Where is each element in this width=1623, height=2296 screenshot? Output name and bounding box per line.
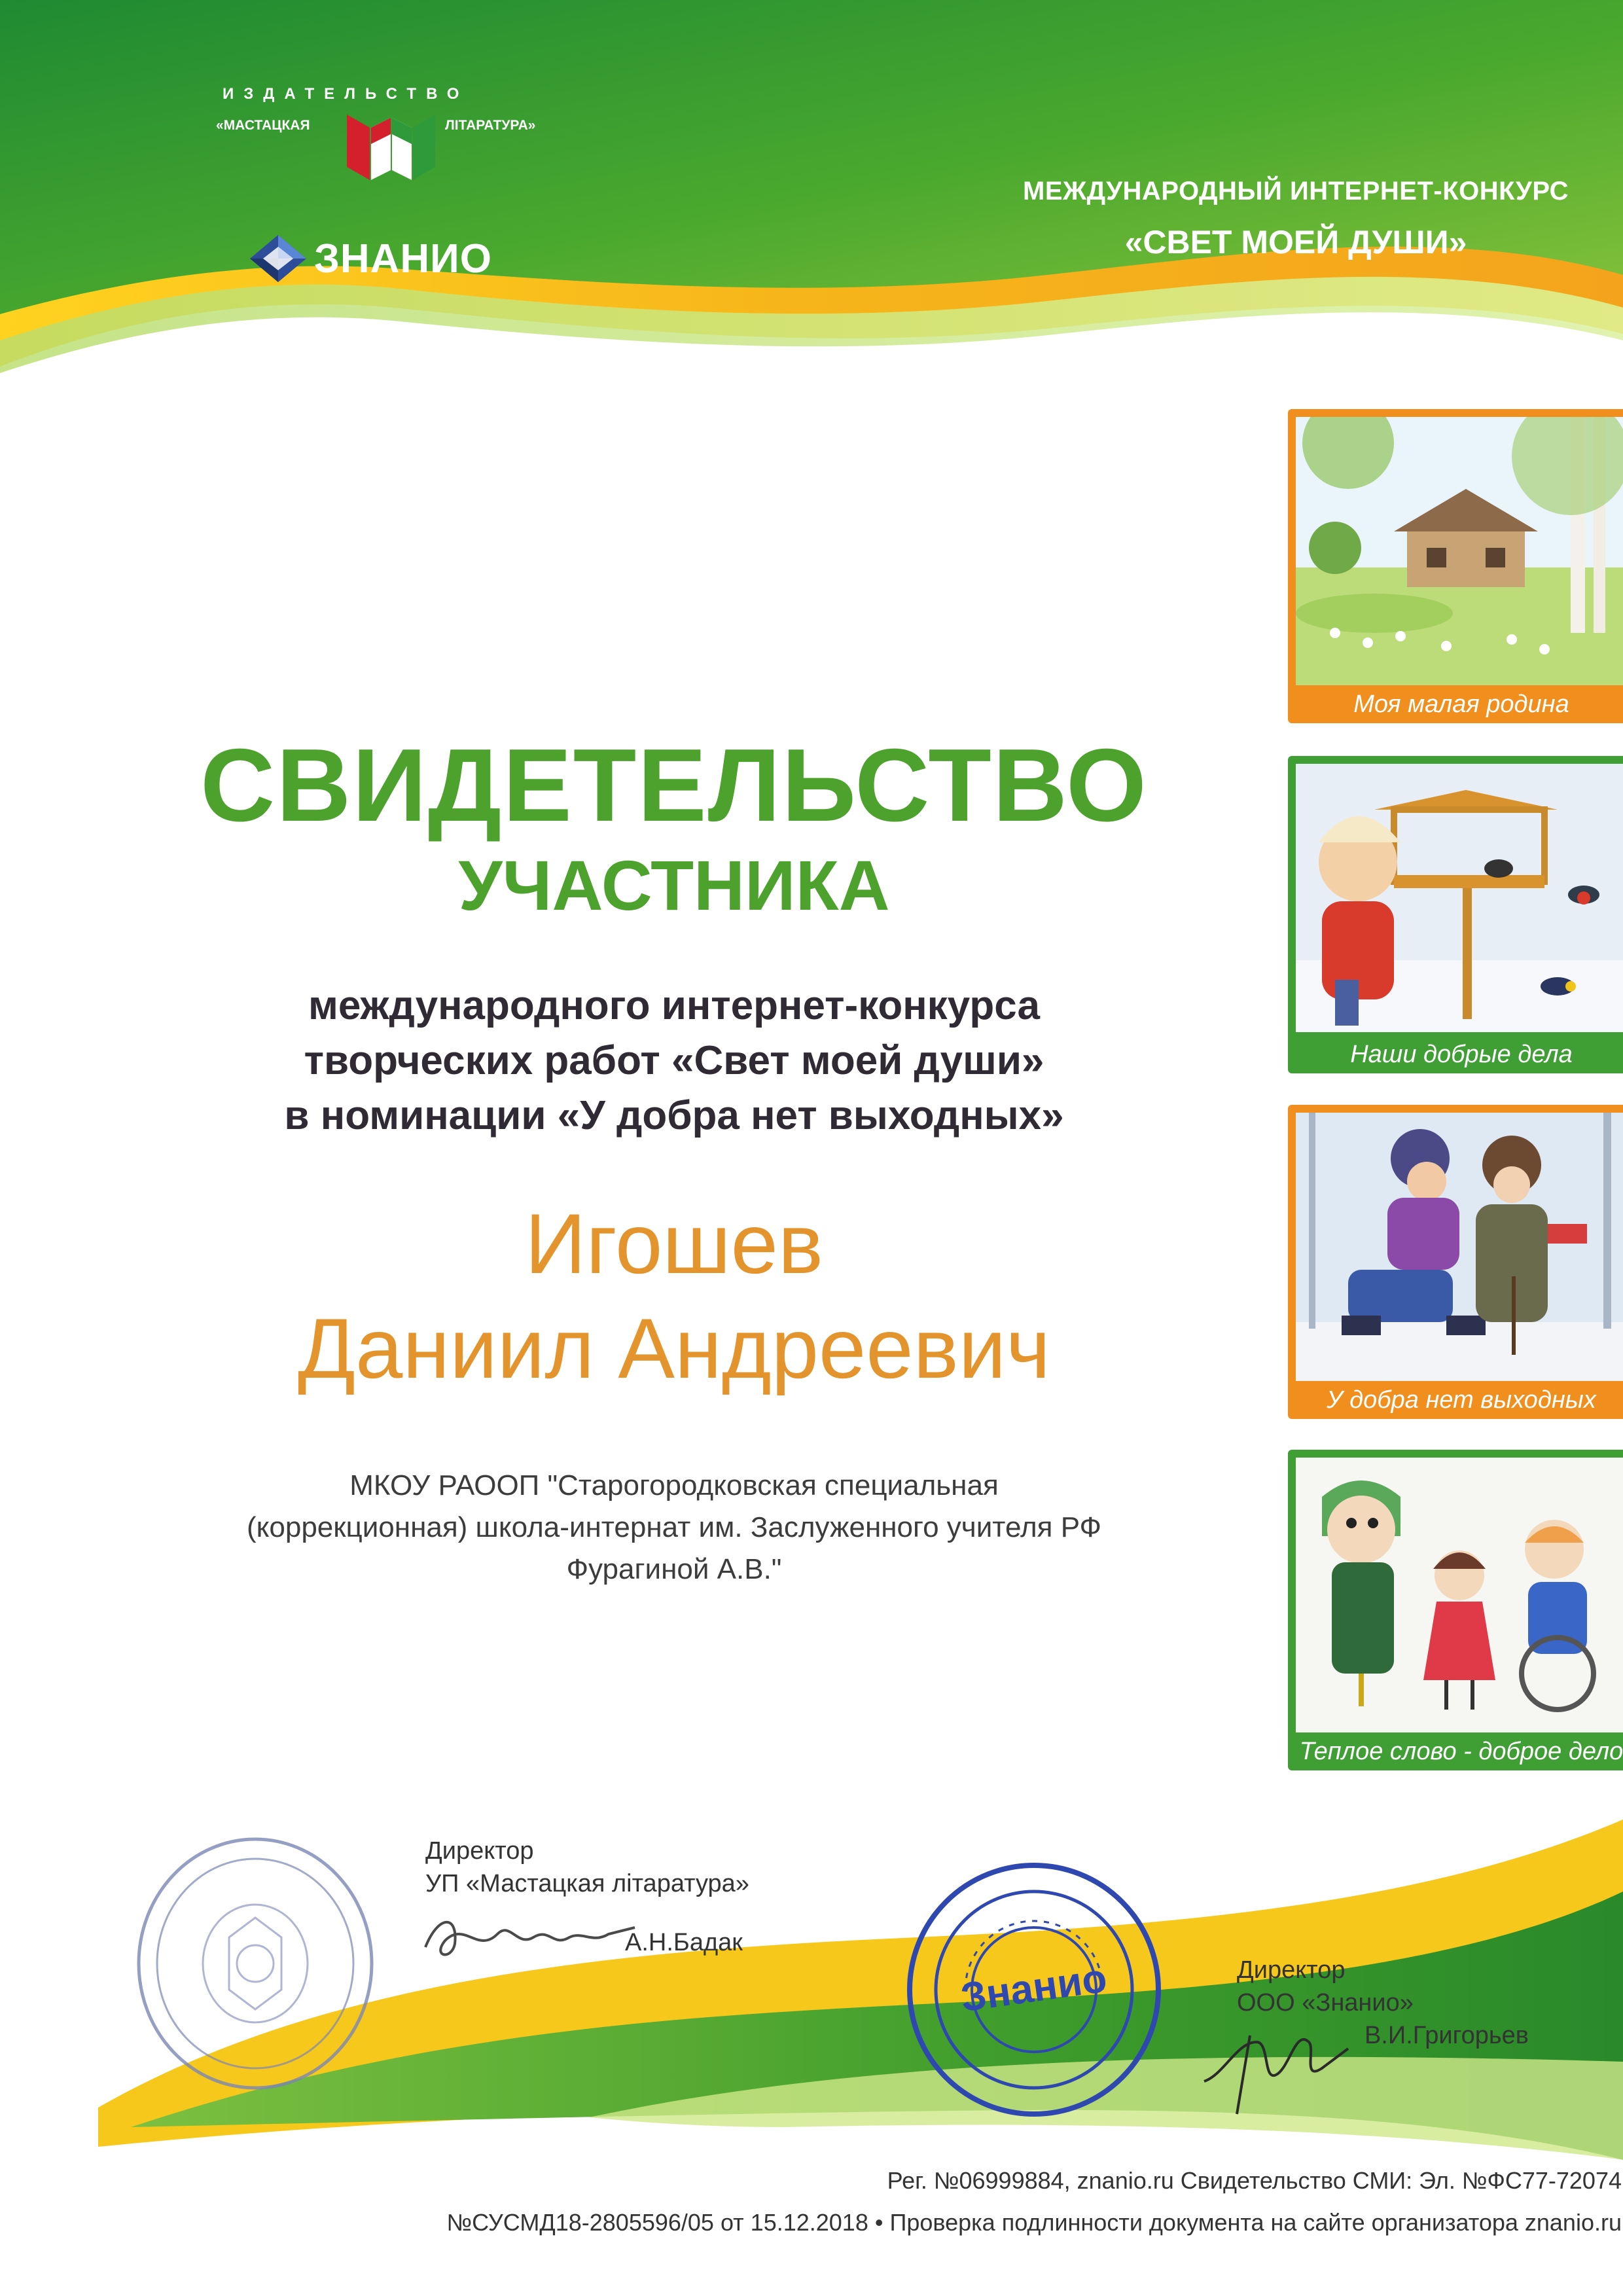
znanio-director-name: В.И.Григорьев bbox=[1364, 2022, 1529, 2049]
participant-name bbox=[144, 1191, 1204, 1401]
znanio-logo-text: ЗНАНИО bbox=[314, 236, 492, 281]
participant-first-names: Даниил Андреевич bbox=[297, 1300, 1050, 1396]
description-line2: творческих работ «Свет моей души» bbox=[304, 1038, 1044, 1083]
stamp-word: Знанио bbox=[957, 1955, 1110, 2021]
znanio-director-org: ООО «Знанио» bbox=[1237, 1989, 1414, 2017]
picture-good-deeds bbox=[1288, 756, 1623, 1073]
registration-footer: Рег. №06999884, znanio.ru Свидетельство СМИ: Эл. №ФС77-72074 bbox=[887, 2167, 1622, 2194]
contest-heading bbox=[969, 177, 1623, 261]
picture-warm-word bbox=[1288, 1450, 1623, 1770]
contest-line1: МЕЖДУНАРОДНЫЙ ИНТЕРНЕТ-КОНКУРС bbox=[1023, 177, 1569, 206]
school-line1: МКОУ РАООП "Старогородковская специальная bbox=[349, 1469, 999, 1501]
znanio-stamp bbox=[903, 1859, 1165, 2121]
znanio-logo bbox=[249, 232, 492, 285]
picture-caption: Моя малая родина bbox=[1353, 691, 1569, 718]
description-line1: международного интернет-конкурса bbox=[308, 983, 1040, 1028]
three-people-illustration bbox=[1296, 1458, 1623, 1732]
publisher-right-text: ЛІТАРАТУРА» bbox=[445, 118, 536, 133]
publisher-stamp bbox=[131, 1833, 380, 2094]
participant-surname: Игошев bbox=[525, 1196, 823, 1291]
publisher-director-name: А.Н.Бадак bbox=[625, 1929, 743, 1956]
picture-caption: Теплое слово - доброе дело bbox=[1299, 1738, 1623, 1765]
publisher-signature-scribble bbox=[419, 1908, 641, 1967]
contest-line2: «СВЕТ МОЕЙ ДУШИ» bbox=[1124, 224, 1467, 260]
picture-caption: У добра нет выходных bbox=[1327, 1386, 1596, 1414]
school-name bbox=[144, 1465, 1204, 1590]
znanio-gem-icon bbox=[249, 234, 308, 283]
certificate-description bbox=[144, 978, 1204, 1143]
publisher-left-text: «МАСТАЦКАЯ bbox=[216, 118, 310, 133]
znanio-signature-scribble bbox=[1198, 2003, 1355, 2121]
publisher-logo bbox=[196, 85, 589, 196]
publisher-director-role: Директор bbox=[425, 1837, 534, 1865]
publisher-top-text: ИЗДАТЕЛЬСТВО bbox=[223, 85, 469, 103]
helping-elder-illustration bbox=[1296, 1113, 1623, 1381]
publisher-mark-icon bbox=[344, 108, 438, 187]
picture-kindness bbox=[1288, 1105, 1623, 1419]
picture-caption: Наши добрые дела bbox=[1350, 1041, 1573, 1068]
village-illustration bbox=[1296, 417, 1623, 685]
picture-native-land bbox=[1288, 409, 1623, 723]
certificate-subtitle: УЧАСТНИКА bbox=[458, 846, 890, 925]
publisher-director-org: УП «Мастацкая літаратура» bbox=[425, 1870, 749, 1897]
certificate-title: СВИДЕТЕЛЬСТВО bbox=[200, 728, 1148, 843]
publisher-signature-block bbox=[425, 1835, 749, 1956]
school-line2: (коррекционная) школа-интернат им. Заслуженного учителя РФ bbox=[247, 1511, 1101, 1543]
school-line3: Фурагиной А.В." bbox=[566, 1553, 782, 1585]
verification-footer: №СУСМД18-2805596/05 от 15.12.2018 • Проверка подлинности документа на сайте организатора znanio.ru bbox=[446, 2209, 1622, 2236]
description-line3: в номинации «У добра нет выходных» bbox=[284, 1093, 1064, 1138]
znanio-director-role: Директор bbox=[1237, 1956, 1346, 1984]
bird-feeder-illustration bbox=[1296, 764, 1623, 1032]
